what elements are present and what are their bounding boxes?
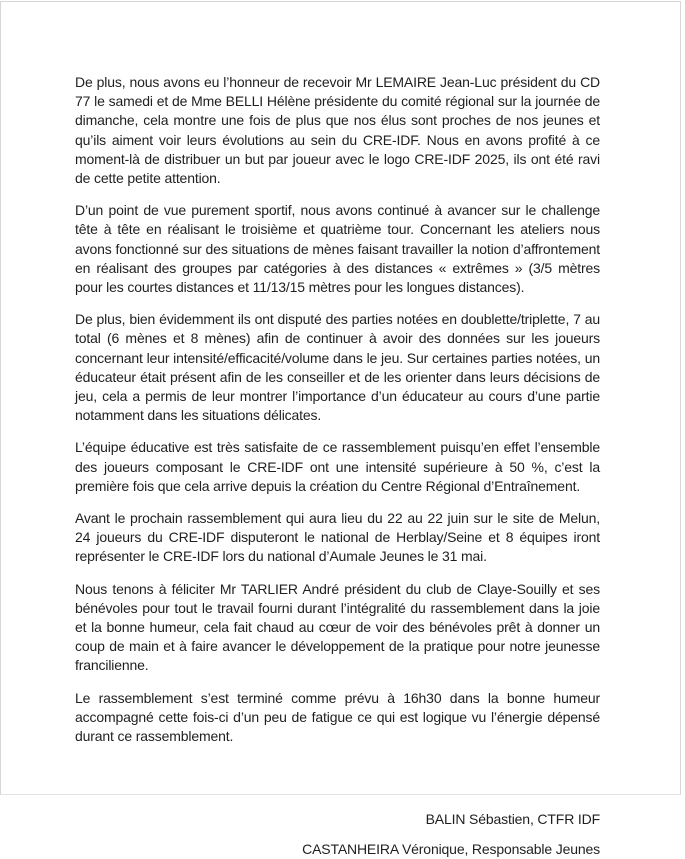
body-paragraph: De plus, nous avons eu l’honneur de recevoir Mr LEMAIRE Jean-Luc président du CD 77 le samedi et de Mme BELLI Hélène présidente du comité régional sur la journée de dimanche, cela montre une fois de plus que nos élus sont proches de nos jeunes et qu’ils aiment voir leurs évolutions au sein du CRE-IDF. Nous en avons profité à ce moment-là de distribuer un but par joueur avec le logo CRE-IDF 2025, ils ont été ravi de cette petite attention. [75, 74, 600, 187]
signature-block [75, 810, 600, 858]
body-paragraph: De plus, bien évidemment ils ont disputé des parties notées en doublette/triplette, 7 au total (6 mènes et 8 mènes) afin de continuer à avoir des données sur les joueurs concernant leur intensité/efficacité/volume dans le jeu. Sur certaines parties notées, un éducateur était présent afin de les conseiller et de les orienter dans leurs décisions de jeu, cela a permis de leur montrer l’importance d’un éducateur au cours d’une partie notamment dans les situations délicates. [75, 311, 600, 424]
signature-line-ctfr: BALIN Sébastien, CTFR IDF [425, 811, 600, 828]
body-paragraph: Le rassemblement s’est terminé comme prévu à 16h30 dans la bonne humeur accompagné cette fois-ci d’un peu de fatigue ce qui est logique vu l’énergie dépensé durant ce rassemblement. [75, 689, 600, 745]
body-paragraph: Avant le prochain rassemblement qui aura lieu du 22 au 22 juin sur le site de Melun, 24 joueurs du CRE-IDF disputeront le national de Herblay/Seine et 8 équipes iront représenter le CRE-IDF lors du national d’Aumale Jeunes le 31 mai. [75, 510, 600, 565]
body-paragraph: D’un point de vue purement sportif, nous avons continué à avancer sur le challenge tête à tête en réalisant le troisième et quatrième tour. Concernant les ateliers nous avons fonctionné sur des situations de mènes faisant travailler la notion d’affrontement en réalisant des groupes par catégories à des distances « extrêmes » (3/5 mètres pour les courtes distances et 11/13/15 mètres pour les longues distances). [75, 202, 600, 296]
signature-line-responsable-jeunes: CASTANHEIRA Véronique, Responsable Jeunes [302, 840, 600, 857]
document-page [0, 1, 681, 857]
document-body [1, 2, 680, 859]
body-paragraph: L’équipe éducative est très satisfaite de ce rassemblement puisqu’en effet l’ensemble des joueurs composant le CRE-IDF ont une intensité supérieure à 50 %, c’est la première fois que cela arrive depuis la création du Centre Régional d’Entraînement. [75, 439, 600, 494]
body-paragraph: Nous tenons à féliciter Mr TARLIER André président du club de Claye-Souilly et ses bénévoles pour tout le travail fourni durant l’intégralité du rassemblement dans la joie et la bonne humeur, cela fait chaud au cœur de voir des bénévoles prêt à donner un coup de main et à faire avancer le développement de la pratique pour notre jeunesse francilienne. [75, 580, 600, 674]
